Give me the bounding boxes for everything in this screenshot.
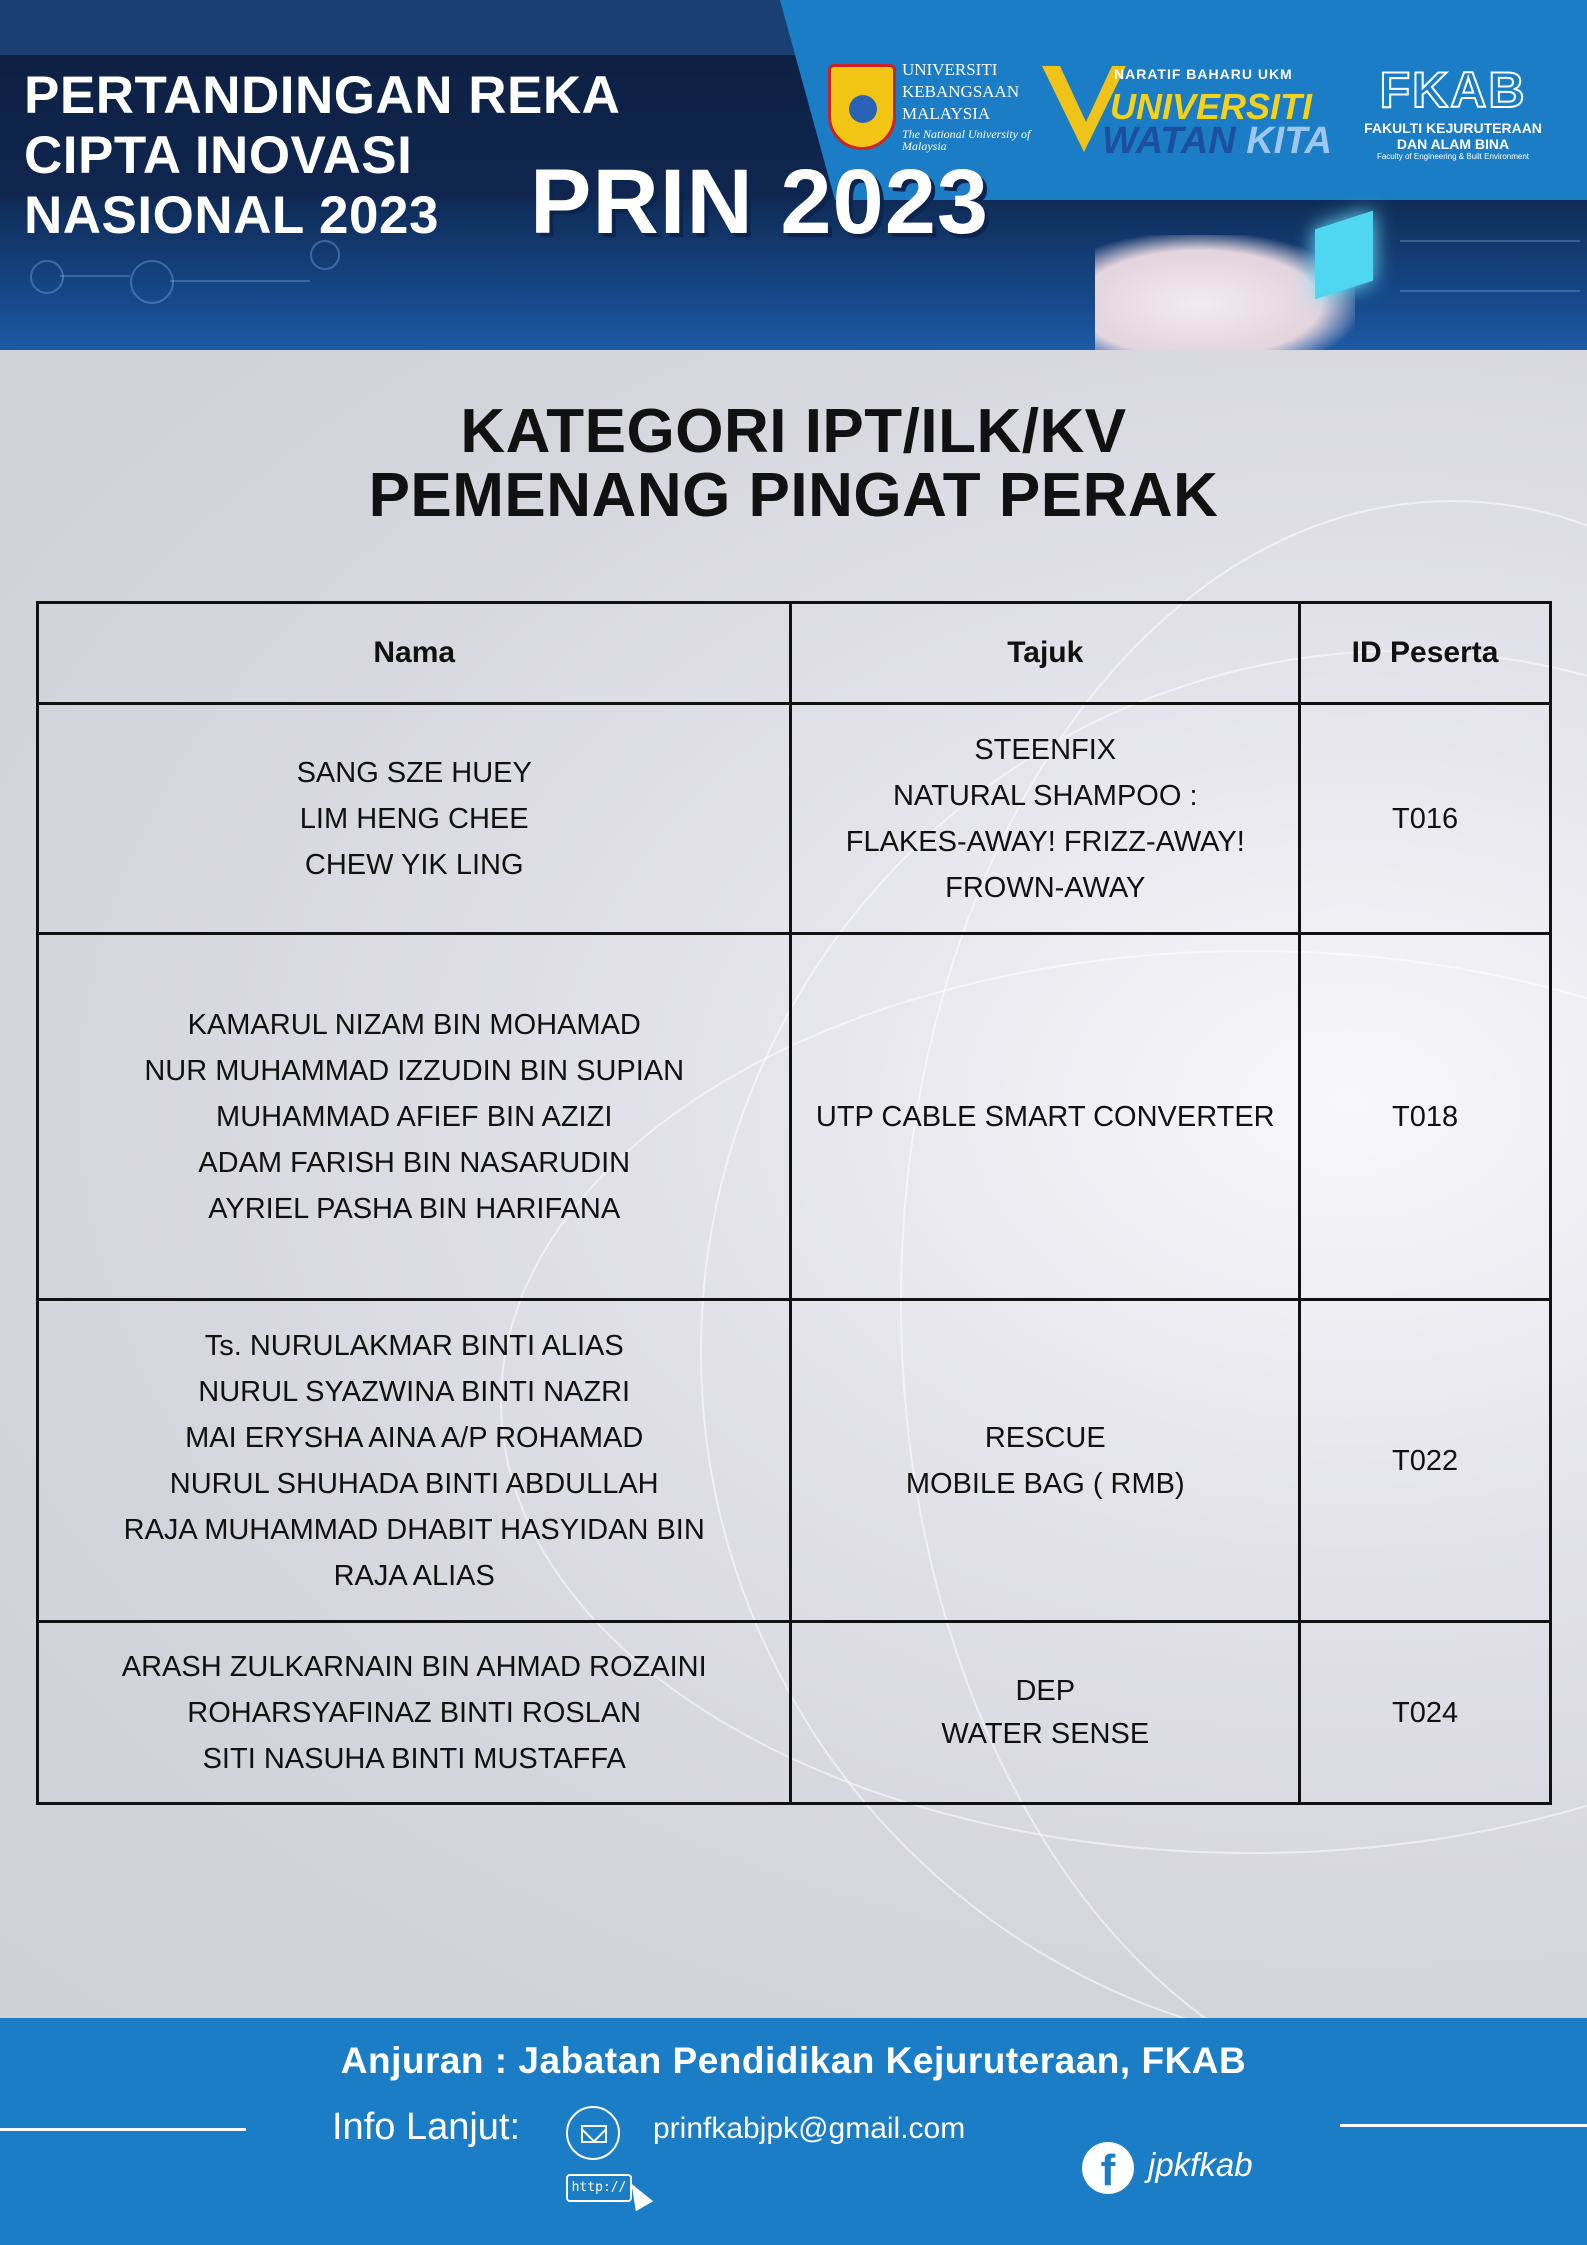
project-title-line: DEP [1015, 1674, 1076, 1707]
names-cell [38, 704, 791, 934]
facebook-handle[interactable]: jpkfkab [1148, 2146, 1253, 2183]
fkab-line-3: Faculty of Engineering & Built Environment [1376, 152, 1530, 161]
title-cell [791, 1300, 1300, 1622]
fkab-mark: FKAB [1379, 62, 1527, 118]
project-title-line: NATURAL SHAMPOO : [892, 779, 1198, 812]
title-line-1: PERTANDINGAN REKA [24, 66, 621, 125]
ukm-logo-line-2: KEBANGSAAN [902, 82, 1020, 101]
column-header-id: ID Peserta [1300, 603, 1551, 704]
ukm-logo-line-1: UNIVERSITI [902, 60, 998, 79]
fkab-line-1: FAKULTI KEJURUTERAAN [1364, 120, 1542, 136]
participant-name: MAI ERYSHA AINA A/P ROHAMAD [185, 1421, 644, 1454]
universiti-watan-kita-logo [1042, 64, 1332, 160]
participant-name: SANG SZE HUEY [296, 756, 532, 789]
winners-table [36, 601, 1552, 1805]
table-row [38, 934, 1551, 1300]
ukm-logo-line-4: The National University of Malaysia [902, 127, 1031, 153]
heading-line-1: KATEGORI IPT/ILK/KV [460, 397, 1127, 466]
column-header-nama: Nama [38, 603, 791, 704]
info-label: Info Lanjut: [332, 2106, 521, 2148]
fkab-logo [1348, 64, 1558, 160]
web-icon-text: http:// [566, 2174, 632, 2202]
participant-name: RAJA ALIAS [333, 1559, 495, 1592]
participant-name: ROHARSYAFINAZ BINTI ROSLAN [187, 1696, 642, 1729]
participant-name: NUR MUHAMMAD IZZUDIN BIN SUPIAN [144, 1054, 685, 1087]
contact-email[interactable]: prinfkabjpk@gmail.com [653, 2112, 966, 2145]
heading-line-2: PEMENANG PINGAT PERAK [368, 461, 1219, 530]
names-cell [38, 934, 791, 1300]
project-title-line: UTP CABLE SMART CONVERTER [815, 1100, 1275, 1133]
ukm-logo-line-3: MALAYSIA [902, 104, 991, 123]
watan-line-1: UNIVERSITI [1110, 86, 1313, 127]
facebook-icon: f [1082, 2142, 1134, 2194]
project-title-line: WATER SENSE [941, 1717, 1150, 1750]
project-title-line: RESCUE [984, 1421, 1106, 1454]
table-row [38, 704, 1551, 934]
watan-tagline: NARATIF BAHARU UKM [1114, 66, 1293, 82]
watan-line-2 [1102, 120, 1332, 163]
title-cell [791, 704, 1300, 934]
column-header-tajuk: Tajuk [791, 603, 1300, 704]
participant-name: AYRIEL PASHA BIN HARIFANA [208, 1192, 621, 1225]
participant-name: ARASH ZULKARNAIN BIN AHMAD ROZAINI [121, 1650, 707, 1683]
poster-header [0, 0, 1587, 350]
title-cell [791, 1622, 1300, 1804]
title-line-3: NASIONAL 2023 [24, 186, 439, 245]
participant-name: ADAM FARISH BIN NASARUDIN [198, 1146, 631, 1179]
header-stripe [0, 0, 820, 55]
participant-id-cell: T016 [1300, 704, 1551, 934]
title-cell [791, 934, 1300, 1300]
participant-name: SITI NASUHA BINTI MUSTAFFA [202, 1742, 626, 1775]
footer-rule-right [1340, 2124, 1587, 2127]
participant-name: Ts. NURULAKMAR BINTI ALIAS [204, 1329, 624, 1362]
project-title-line: MOBILE BAG ( RMB) [905, 1467, 1185, 1500]
participant-id-cell: T024 [1300, 1622, 1551, 1804]
participant-id-cell: T022 [1300, 1300, 1551, 1622]
participant-id-cell: T018 [1300, 934, 1551, 1300]
fkab-line-2: DAN ALAM BINA [1396, 136, 1510, 152]
poster-footer [0, 2018, 1587, 2245]
table-row [38, 1622, 1551, 1804]
organiser-text: Anjuran : Jabatan Pendidikan Kejuruteraan, FKAB [340, 2040, 1247, 2081]
ukm-crest-icon [828, 64, 896, 150]
title-line-2: CIPTA INOVASI [24, 126, 413, 185]
kita-word: KITA [1246, 120, 1333, 162]
participant-name: LIM HENG CHEE [299, 802, 529, 835]
names-cell [38, 1300, 791, 1622]
footer-rule-left [0, 2128, 246, 2131]
participant-name: NURUL SHUHADA BINTI ABDULLAH [169, 1467, 659, 1500]
email-icon [566, 2106, 620, 2160]
watan-word: WATAN [1102, 120, 1236, 162]
ukm-logo [828, 60, 1031, 156]
project-title-line: FLAKES-AWAY! FRIZZ-AWAY! [845, 825, 1245, 858]
event-code: PRIN 2023 [530, 151, 990, 253]
project-title-line: STEENFIX [974, 733, 1117, 766]
project-title-line: FROWN-AWAY [945, 871, 1146, 904]
participant-name: NURUL SYAZWINA BINTI NAZRI [198, 1375, 631, 1408]
participant-name: KAMARUL NIZAM BIN MOHAMAD [187, 1008, 641, 1041]
table-row [38, 1300, 1551, 1622]
names-cell [38, 1622, 791, 1804]
category-heading [0, 397, 1587, 530]
participant-name: CHEW YIK LING [304, 848, 524, 881]
participant-name: MUHAMMAD AFIEF BIN AZIZI [216, 1100, 613, 1133]
table-header-row [38, 603, 1551, 704]
participant-name: RAJA MUHAMMAD DHABIT HASYIDAN BIN [123, 1513, 705, 1546]
web-link-icon [566, 2170, 638, 2206]
